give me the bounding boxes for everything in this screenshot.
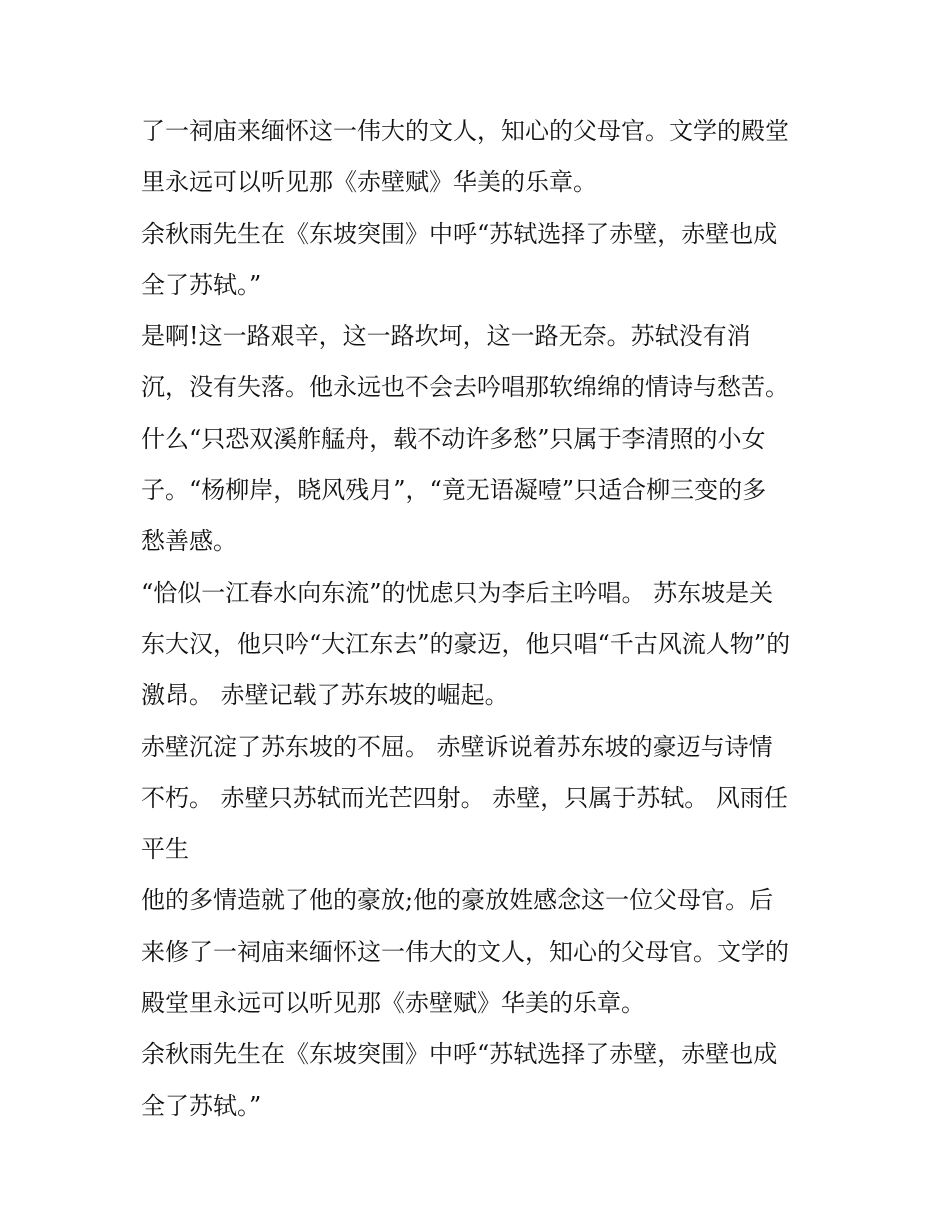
text-line: 平生	[141, 835, 189, 864]
text-line: 赤壁沉淀了苏东坡的不屈。 赤壁诉说着苏东坡的豪迈与诗情	[141, 732, 773, 761]
text-line: 里永远可以听见那《赤壁赋》华美的乐章。	[141, 168, 597, 197]
text-line: 不朽。 赤壁只苏轼而光芒四射。 赤壁，只属于苏轼。 风雨任	[141, 783, 788, 812]
text-line: 东大汉，他只吟“大江东去”的豪迈，他只唱“千古风流人物”的	[141, 629, 791, 658]
text-line: 什么“只恐双溪舴艋舟，载不动许多愁”只属于李清照的小女	[141, 424, 766, 453]
text-line: 来修了一祠庙来缅怀这一伟大的文人，知心的父母官。文学的	[141, 937, 789, 966]
text-line: 子。“杨柳岸，晓风残月”，“竟无语凝噎”只适合柳三变的多	[141, 476, 767, 505]
text-line: 全了苏轼。”	[141, 1091, 262, 1120]
text-line: 他的多情造就了他的豪放;他的豪放姓感念这一位父母官。后	[141, 886, 774, 915]
text-line: 殿堂里永远可以听见那《赤壁赋》华美的乐章。	[141, 989, 645, 1018]
text-line: 余秋雨先生在《东坡突围》中呼“苏轼选择了赤壁，赤壁也成	[141, 219, 778, 248]
text-line: 全了苏轼。”	[141, 270, 262, 299]
text-line: “恰似一江春水向东流”的忧虑只为李后主吟唱。 苏东坡是关	[141, 578, 774, 607]
text-line: 愁善感。	[141, 527, 237, 556]
text-line: 沉，没有失落。他永远也不会去吟唱那软绵绵的情诗与愁苦。	[141, 373, 789, 402]
text-line: 激昂。 赤壁记载了苏东坡的崛起。	[141, 681, 509, 710]
text-line: 是啊!这一路艰辛，这一路坎坷，这一路无奈。苏轼没有消	[141, 322, 751, 351]
text-line: 了一祠庙来缅怀这一伟大的文人，知心的父母官。文学的殿堂	[141, 117, 789, 145]
document-body	[141, 106, 821, 1132]
text-line: 余秋雨先生在《东坡突围》中呼“苏轼选择了赤壁，赤壁也成	[141, 1040, 778, 1069]
